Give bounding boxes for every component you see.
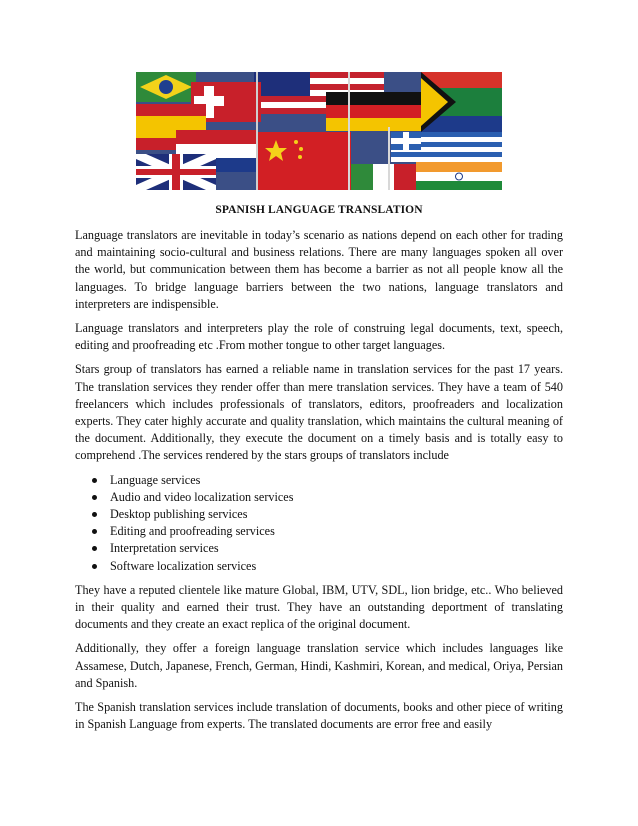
paragraph: Language translators and interpreters play the role of construing legal documents, text, speech, editing and proofreading etc .From mother tongue to other target languages. (75, 321, 563, 353)
list-item: Audio and video localization services (75, 489, 563, 506)
uk-flag (136, 154, 216, 190)
document-body (75, 227, 563, 740)
bullet-icon (92, 478, 97, 483)
paragraph: The Spanish translation services include translation of documents, books and other piece of writing in Spanish Language from experts. The translated documents are error free and easily (75, 700, 563, 732)
bullet-icon (92, 546, 97, 551)
document-title: SPANISH LANGUAGE TRANSLATION (215, 204, 423, 216)
china-flag (256, 132, 351, 190)
list-item: Interpretation services (75, 540, 563, 557)
list-item: Language services (75, 472, 563, 489)
paragraph: Additionally, they offer a foreign language translation service which includes languages like Assamese, Dutch, Japanese, French, German, Hindi, Kashmiri, Korean, and medical, Oriya, Persian and Spanish. (75, 641, 563, 690)
paragraph: They have a reputed clientele like mature Global, IBM, UTV, SDL, lion bridge, etc.. Who believed in their quality and earned their trust. They have an outstanding deportment of translating documents and they create an exact replica of the original document. (75, 582, 563, 632)
south-africa-flag (421, 72, 502, 132)
bullet-icon (92, 512, 97, 517)
greece-flag (391, 132, 502, 162)
list-item: Desktop publishing services (75, 506, 563, 523)
germany-flag (326, 92, 421, 131)
list-item: Software localization services (75, 558, 563, 575)
bullet-icon (92, 495, 97, 500)
list-item: Editing and proofreading services (75, 523, 563, 540)
bullet-icon (92, 564, 97, 569)
services-list (75, 472, 563, 575)
world-flags-image (136, 72, 502, 190)
paragraph: Language translators are inevitable in today’s scenario as nations depend on each other for trading and maintaining socio-cultural and business relations. There are many languages spoken all over the world, but communication between them has become a barrier as not all people know all the languages. To bridge language barriers between the two nations, language translators and interpreters are indispensible. (75, 228, 563, 311)
paragraph: Stars group of translators has earned a reliable name in translation services for the past 17 years. The translation services they render offer than mere translation services. They have a team of 540 freelancers which includes professionals of translators, editors, proofreaders and localization experts. They cater highly accurate and quality translation, which maintains the cultural meaning of the document. Additionally, they execute the document on a timely basis and is totally easy to comprehend .The services rendered by the stars groups of translators include (75, 362, 563, 463)
bullet-icon (92, 529, 97, 534)
india-flag (416, 162, 502, 190)
